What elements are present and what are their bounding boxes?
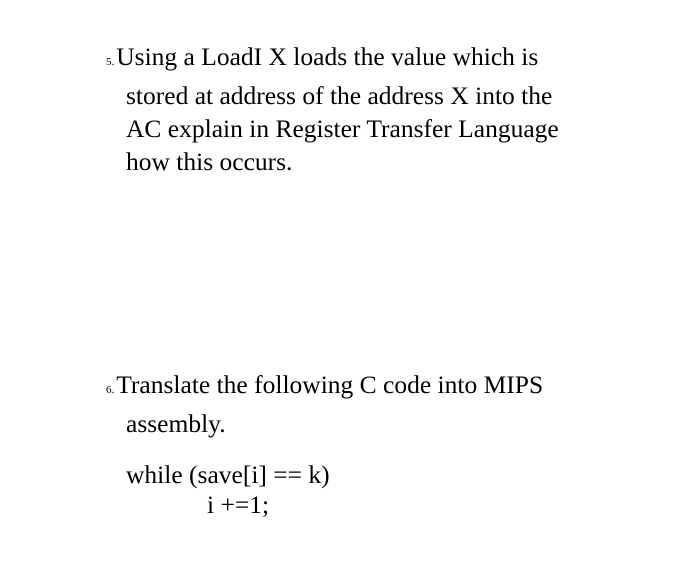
question-6-text-2: assembly. — [126, 409, 226, 438]
question-6-number: 6. — [106, 384, 115, 396]
question-5-text-4: how this occurs. — [126, 147, 293, 176]
question-6 — [106, 368, 626, 440]
question-5 — [106, 40, 626, 178]
question-5-line-1 — [106, 40, 626, 79]
question-5-number: 5. — [106, 56, 115, 68]
question-5-text-2: stored at address of the address X into the — [126, 81, 553, 110]
code-line-while: while (save[i] == k) — [126, 460, 330, 489]
question-5-text-1: Using a LoadI X loads the value which is — [116, 42, 539, 71]
code-line-increment: i +=1; — [207, 490, 270, 519]
question-6-line-1 — [106, 368, 626, 407]
question-5-text-3: AC explain in Register Transfer Language — [126, 114, 559, 143]
question-6-text-1: Translate the following C code into MIPS — [116, 370, 544, 399]
